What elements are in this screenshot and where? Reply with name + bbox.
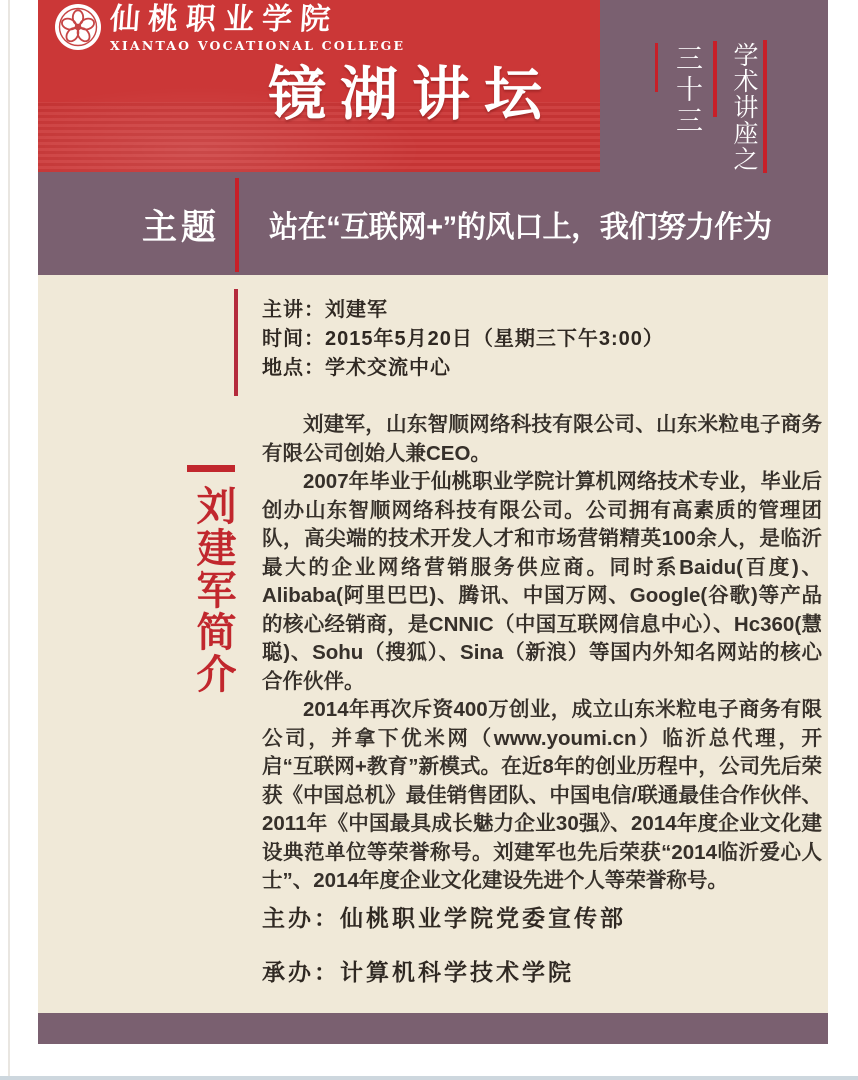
bio-text <box>262 411 822 896</box>
bio-paragraph: 2007年毕业于仙桃职业学院计算机网络技术专业，毕业后创办山东智顺网络科技有限公司。公司拥有高素质的管理团队，高尖端的技术开发人才和市场营销精英100余人，是临沂最大的企业网络营销服务供应商。同时系Baidu(百度)、 Alibaba(阿里巴巴)、腾讯、中国万网、Google(谷歌)等产品的核心经销商，是CNNIC（中国互联网信息中心）、Hc360(慧聪)、Sohu（搜狐）、Sina（新浪）等国内外知名网站的核心合作伙伴。 <box>262 470 822 693</box>
theme-row <box>38 172 828 275</box>
college-logo-row <box>54 3 405 53</box>
series-number-vertical: 三十三 <box>671 44 702 137</box>
college-name-cn: 仙桃职业学院 <box>108 2 340 37</box>
theme-label: 主题 <box>142 208 221 247</box>
footer-bar <box>38 1013 828 1044</box>
page-edge-line <box>8 0 10 1076</box>
poster-body <box>38 275 828 1013</box>
series-label-vertical: 学术讲座之 <box>730 42 759 172</box>
speaker-line: 主讲：刘建军 <box>262 299 388 321</box>
poster-header <box>38 0 828 275</box>
accent-line-right <box>763 40 767 173</box>
time-line: 时间：2015年5月20日（星期三下午3:00） <box>262 328 664 350</box>
bio-paragraph: 刘建军，山东智顺网络科技有限公司、山东米粒电子商务有限公司创始人兼CEO。 <box>262 413 822 465</box>
organizer-line: 承办：计算机科学技术学院 <box>262 959 574 985</box>
organizers-block <box>262 900 626 1008</box>
theme-title: 站在“互联网+”的风口上，我们努力作为 <box>269 211 772 244</box>
bio-section-accent-bar <box>187 465 235 472</box>
host-line: 主办：仙桃职业学院党委宣传部 <box>262 905 626 931</box>
college-banner <box>38 0 600 172</box>
page-bottom-edge <box>0 1076 858 1080</box>
bio-section-label-vertical: 刘建军简介 <box>191 485 235 695</box>
accent-line-middle <box>713 41 717 117</box>
forum-title: 镜湖讲坛 <box>268 60 557 128</box>
accent-line-left-of-series-number <box>655 43 658 92</box>
college-emblem-icon <box>54 3 102 51</box>
college-name-en: XIANTAO VOCATIONAL COLLEGE <box>110 38 406 53</box>
lecture-info-block <box>262 296 664 383</box>
bio-paragraph: 2014年再次斥资400万创业，成立山东米粒电子商务有限公司，并拿下优米网（www.youmi.cn）临沂总代理，开启“互联网+教育”新模式。在近8年的创业历程中，公司先后荣获《中国总机》最佳销售团队、中国电信/联通最佳合作伙伴、2011年《中国最具成长魅力企业30强》、2014年度企业文化建设典范单位等荣誉称号。刘建军也先后荣获“2014临沂爱心人士”、2014年度企业文化建设先进个人等荣誉称号。 <box>262 698 822 892</box>
venue-line: 地点：学术交流中心 <box>262 357 451 379</box>
theme-divider-line <box>235 178 239 272</box>
college-names <box>110 3 405 53</box>
info-accent-line <box>234 289 238 396</box>
